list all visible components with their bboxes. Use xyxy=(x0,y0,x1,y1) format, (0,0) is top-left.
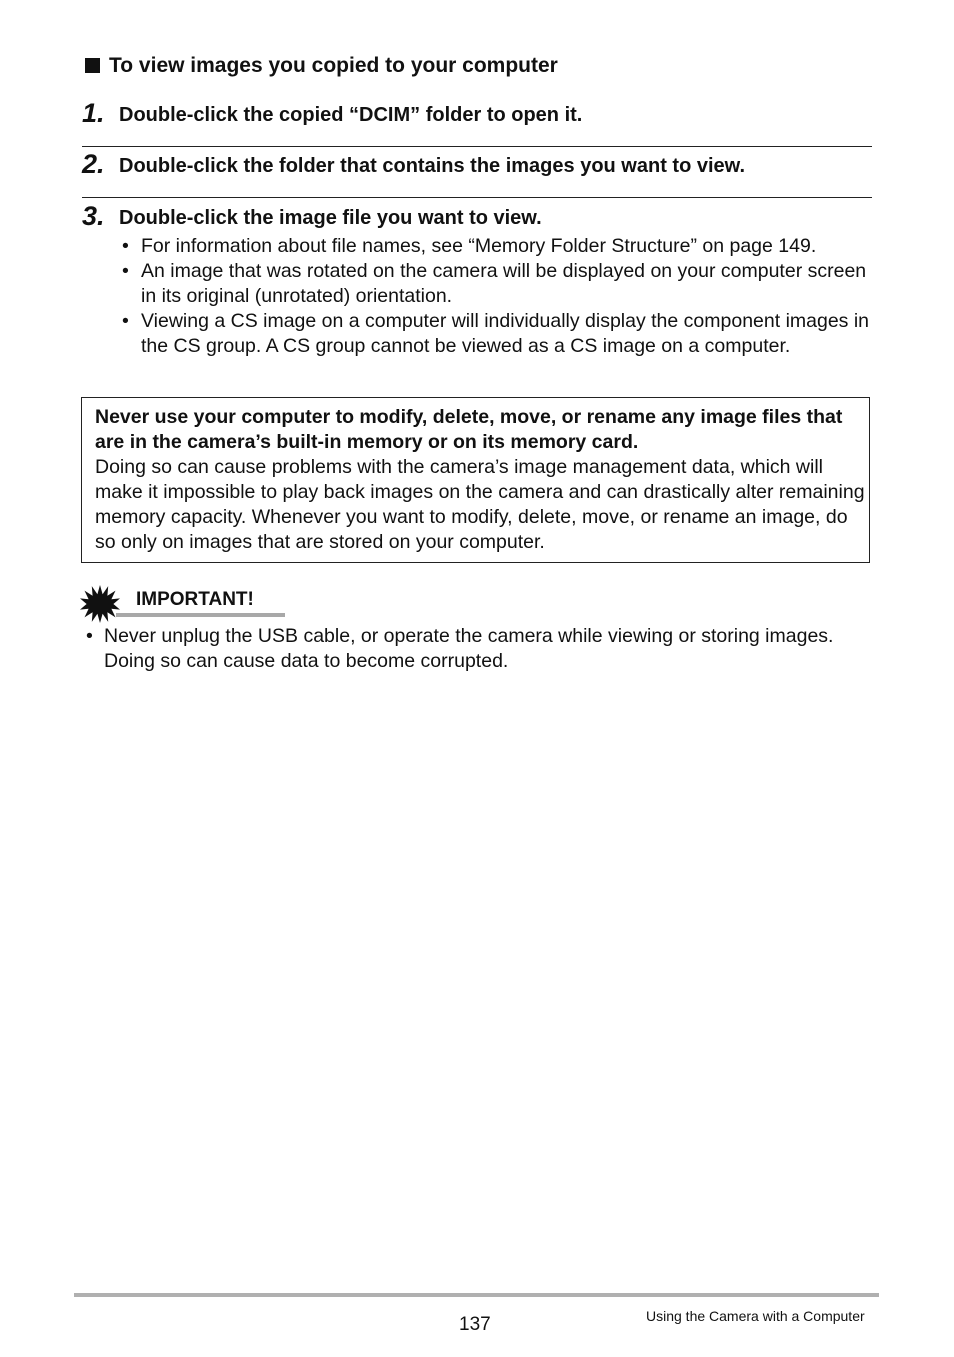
section-heading xyxy=(85,54,558,78)
black-square-icon xyxy=(85,58,100,73)
list-item: • An image that was rotated on the camera will be displayed on your computer screen in its original (unrotated) orientation. xyxy=(120,259,880,309)
warning-body: Doing so can cause problems with the camera’s image management data, which will make it impossible to play back images on the camera and can drastically alter remaining memory capacity. Whenever you want to modify, delete, move, or rename an image, do so only on images that are stored on your computer. xyxy=(95,456,865,553)
warning-heading: Never use your computer to modify, delete, move, or rename any image files that are in the camera’s built-in memory or on its memory card. xyxy=(95,406,843,453)
footer-chapter-title: Using the Camera with a Computer xyxy=(646,1308,865,1324)
step-number: 2. xyxy=(82,149,105,179)
step-number: 3. xyxy=(82,201,105,231)
important-label: IMPORTANT! xyxy=(136,589,254,610)
step-1 xyxy=(82,98,582,129)
list-item: • For information about file names, see “Memory Folder Structure” on page 149. xyxy=(120,234,880,259)
warning-box xyxy=(81,397,870,563)
step-2 xyxy=(82,149,745,180)
divider xyxy=(82,197,872,198)
list-item: • Never unplug the USB cable, or operate the camera while viewing or storing images. Doing so can cause data to become corrupted. xyxy=(84,624,864,674)
step-3 xyxy=(82,201,542,232)
footer-rule xyxy=(74,1293,879,1297)
page-number: 137 xyxy=(459,1314,491,1335)
list-item: • Viewing a CS image on a computer will individually display the component images in the CS group. A CS group cannot be viewed as a CS image on a computer. xyxy=(120,309,880,359)
step-text: Double-click the copied “DCIM” folder to open it. xyxy=(119,104,583,126)
section-heading-text: To view images you copied to your computer xyxy=(109,54,558,77)
step-number: 1. xyxy=(82,98,105,128)
step-text: Double-click the folder that contains the images you want to view. xyxy=(119,155,746,177)
burst-icon xyxy=(80,584,120,624)
step-text: Double-click the image file you want to view. xyxy=(119,207,542,229)
important-notes xyxy=(84,624,864,674)
divider xyxy=(82,146,872,147)
important-underline xyxy=(116,613,285,617)
step-3-notes xyxy=(120,234,880,359)
